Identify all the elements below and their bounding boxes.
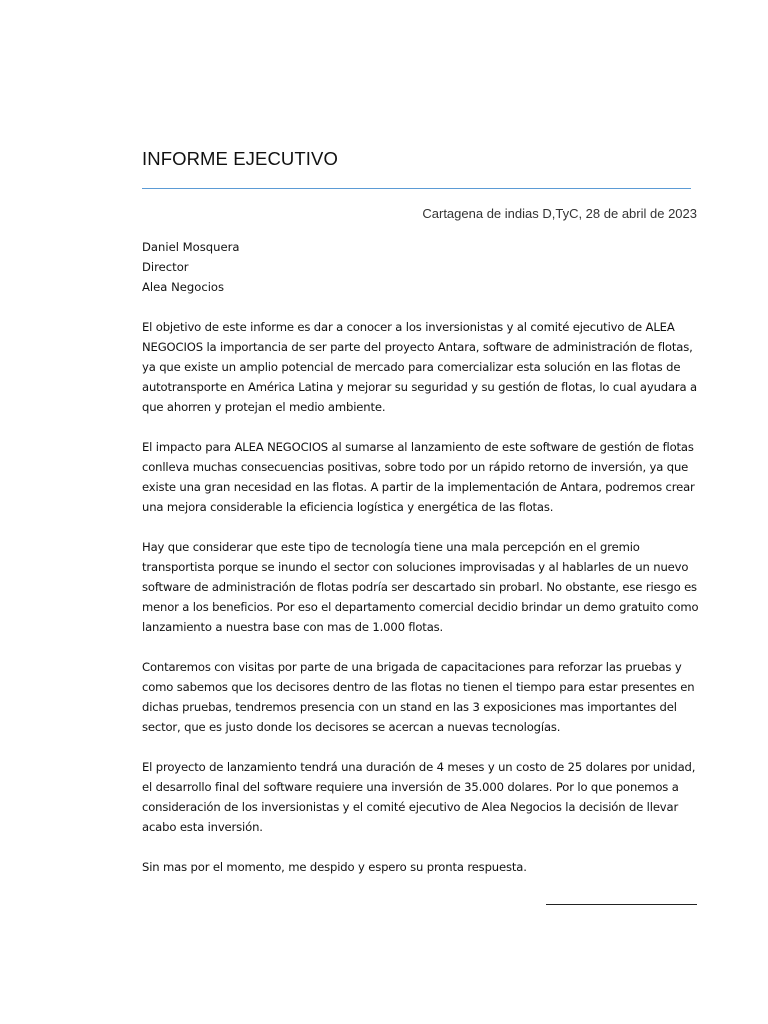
paragraph-line: ya que existe un amplio potencial de mercado para comercializar esta solución en las flotas de bbox=[142, 360, 681, 374]
paragraph-line: conlleva muchas consecuencias positivas, sobre todo por un rápido retorno de inversión, ya que bbox=[142, 460, 689, 474]
paragraph-line: NEGOCIOS la importancia de ser parte del proyecto Antara, software de administración de flotas, bbox=[142, 340, 693, 354]
paragraph-line: sector, que es justo donde los decisores se acercan a nuevas tecnologías. bbox=[142, 720, 561, 734]
paragraph-line: El objetivo de este informe es dar a conocer a los inversionistas y al comité ejecutivo de ALEA bbox=[142, 320, 675, 334]
signature-line bbox=[546, 904, 697, 905]
paragraph-impact bbox=[142, 437, 698, 517]
paragraph-line: transportista porque se inundo el sector con soluciones improvisadas y al hablarles de un nuevo bbox=[142, 560, 689, 574]
paragraph-line: consideración de los inversionistas y el comité ejecutivo de Alea Negocios la decisión de llevar bbox=[142, 800, 679, 814]
paragraph-line: autotransporte en América Latina y mejorar su seguridad y su gestión de flotas, lo cual ayudara a bbox=[142, 380, 697, 394]
document-title: INFORME EJECUTIVO bbox=[142, 148, 338, 169]
paragraph-line: como sabemos que los decisores dentro de las flotas no tienen el tiempo para estar presentes en bbox=[142, 680, 695, 694]
paragraph-objective bbox=[142, 317, 698, 417]
paragraph-closing bbox=[142, 857, 698, 877]
paragraph-line: existe una gran necesidad en las flotas. A partir de la implementación de Antara, podremos crear bbox=[142, 480, 695, 494]
paragraph-line: Contaremos con visitas por parte de una brigada de capacitaciones para reforzar las pruebas y bbox=[142, 660, 682, 674]
paragraph-visits bbox=[142, 657, 698, 737]
paragraph-line: dichas pruebas, tendremos presencia con un stand en las 3 exposiciones mas importantes del bbox=[142, 700, 677, 714]
paragraph-line: Hay que considerar que este tipo de tecnología tiene una mala percepción en el gremio bbox=[142, 540, 640, 554]
paragraph-line: una mejora considerable la eficiencia logística y energética de las flotas. bbox=[142, 500, 554, 514]
recipient-name: Daniel Mosquera bbox=[142, 240, 240, 254]
recipient-block bbox=[142, 237, 240, 297]
recipient-role: Director bbox=[142, 260, 189, 274]
title-underline bbox=[142, 188, 691, 189]
paragraph-line: software de administración de flotas podría ser descartado sin probarl. No obstante, ese riesgo es bbox=[142, 580, 697, 594]
recipient-company: Alea Negocios bbox=[142, 280, 225, 294]
paragraph-line: que ahorren y protejan el medio ambiente. bbox=[142, 400, 386, 414]
paragraph-line: acabo esta inversión. bbox=[142, 820, 263, 834]
paragraph-considerations bbox=[142, 537, 698, 637]
document-body bbox=[142, 317, 698, 897]
paragraph-line: el desarrollo final del software requiere una inversión de 35.000 dolares. Por lo que ponemos a bbox=[142, 780, 679, 794]
paragraph-line: menor a los beneficios. Por eso el departamento comercial decidio brindar un demo gratuito como bbox=[142, 600, 699, 614]
paragraph-line: lanzamiento a nuestra base con mas de 1.000 flotas. bbox=[142, 620, 444, 634]
paragraph-line: El proyecto de lanzamiento tendrá una duración de 4 meses y un costo de 25 dolares por unidad, bbox=[142, 760, 696, 774]
paragraph-budget bbox=[142, 757, 698, 837]
paragraph-line: Sin mas por el momento, me despido y espero su pronta respuesta. bbox=[142, 860, 527, 874]
date-line: Cartagena de indias D,TyC, 28 de abril de 2023 bbox=[422, 206, 697, 221]
paragraph-line: El impacto para ALEA NEGOCIOS al sumarse al lanzamiento de este software de gestión de flotas bbox=[142, 440, 694, 454]
